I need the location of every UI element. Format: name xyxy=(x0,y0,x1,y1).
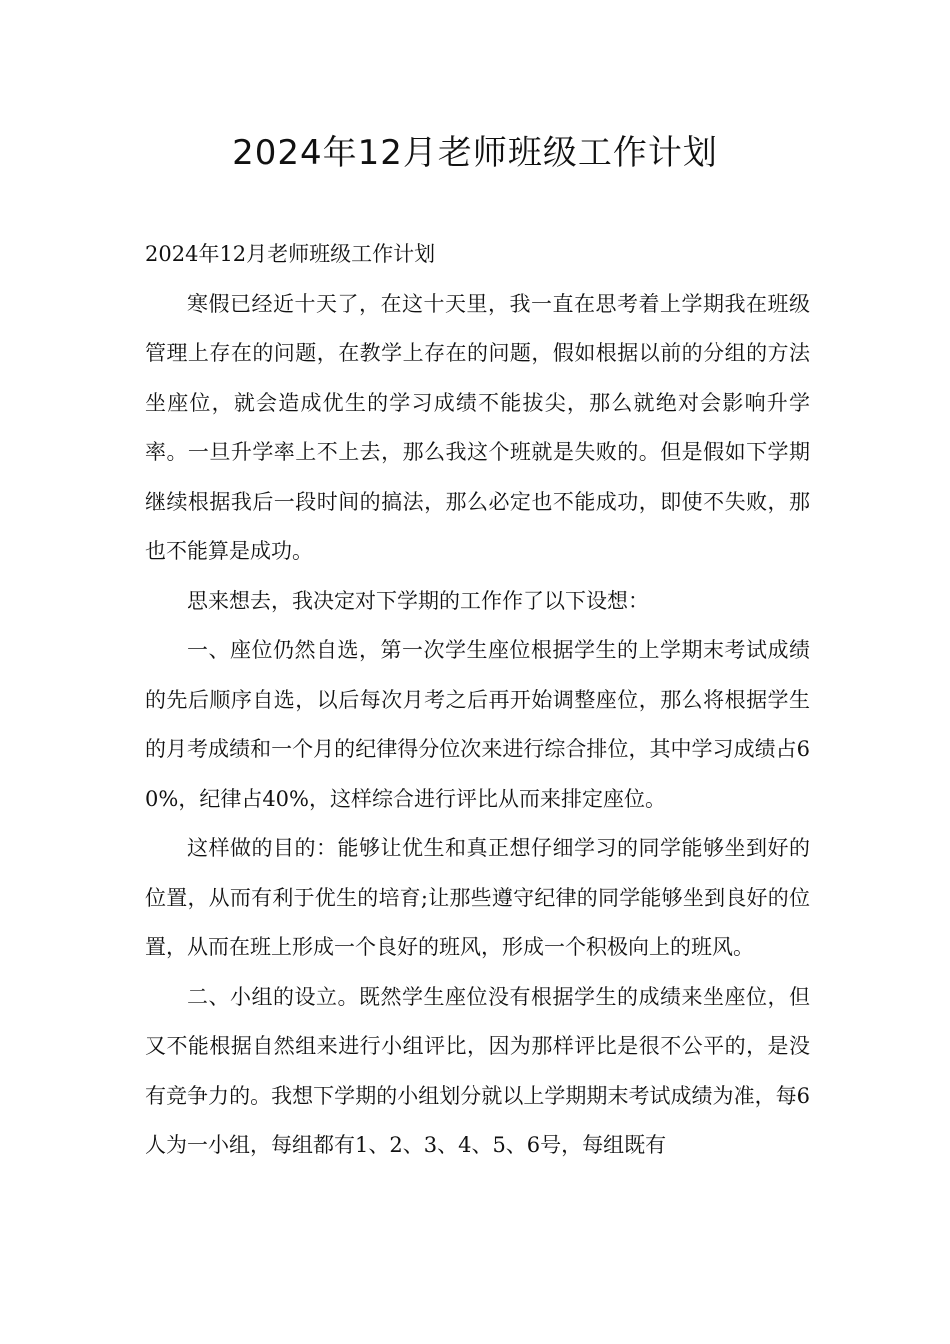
paragraph-3: 一、座位仍然自选，第一次学生座位根据学生的上学期末考试成绩的先后顺序自选，以后每次月考之后再开始调整座位，那么将根据学生的月考成绩和一个月的纪律得分位次来进行综合排位，其中学习成绩占60%，纪律占40%，这样综合进行评比从而来排定座位。 xyxy=(145,638,810,811)
paragraph-4: 这样做的目的：能够让优生和真正想仔细学习的同学能够坐到好的位置，从而有利于优生的培育;让那些遵守纪律的同学能够坐到良好的位置，从而在班上形成一个良好的班风，形成一个积极向上的班风。 xyxy=(145,836,810,959)
document-subtitle: 2024年12月老师班级工作计划 xyxy=(145,242,436,266)
document-title: 2024年12月老师班级工作计划 xyxy=(232,133,718,173)
paragraph-5: 二、小组的设立。既然学生座位没有根据学生的成绩来坐座位，但又不能根据自然组来进行小组评比，因为那样评比是很不公平的，是没有竞争力的。我想下学期的小组划分就以上学期期末考试成绩为准，每6人为一小组，每组都有1、2、3、4、5、6号，每组既有 xyxy=(145,984,810,1157)
paragraph-1: 寒假已经近十天了，在这十天里，我一直在思考着上学期我在班级管理上存在的问题，在教学上存在的问题，假如根据以前的分组的方法坐座位，就会造成优生的学习成绩不能拔尖，那么就绝对会影响升学率。一旦升学率上不上去，那么我这个班就是失败的。但是假如下学期继续根据我后一段时间的搞法，那么必定也不能成功，即使不失败，那也不能算是成功。 xyxy=(145,291,810,563)
document-body xyxy=(145,230,810,1171)
paragraph-2: 思来想去，我决定对下学期的工作作了以下设想： xyxy=(187,588,649,613)
